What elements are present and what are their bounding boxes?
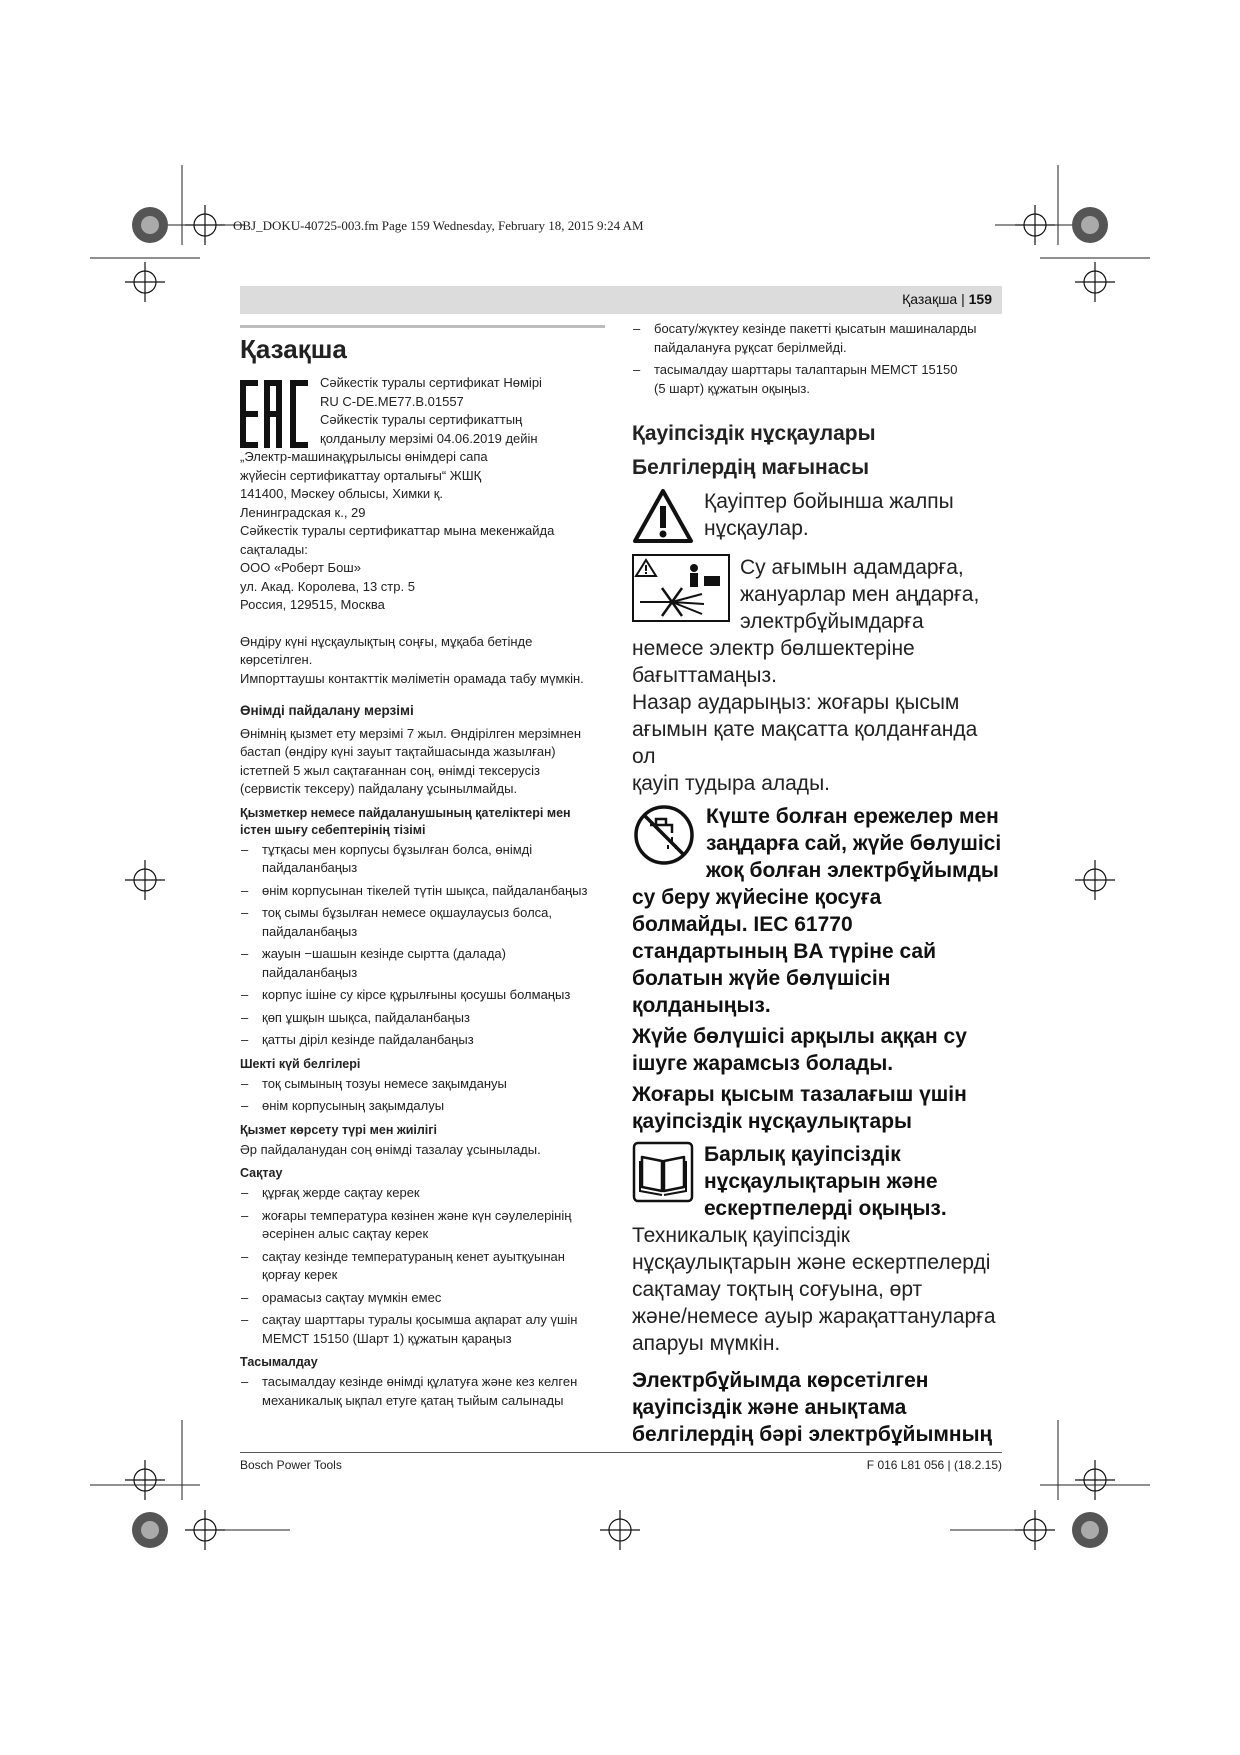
water-jet-warning-icon (632, 554, 730, 622)
list-item: – орамасыз сақтау мүмкін емес (240, 1289, 605, 1308)
general-warning-text: Қауіптер бойынша жалпы нұсқаулар. (704, 490, 954, 540)
cert-org-line: Сәйкестік туралы сертификаттар мына мекенжайда (240, 523, 555, 538)
list-item: – өнім корпусының зақымдалуы (240, 1097, 605, 1116)
list-item: – тасымалдау кезінде өнімді құлатуға және кез келген механикалық ықпал етуге қатаң тыйым салынады (240, 1373, 605, 1410)
list-item: – тасымалдау шарттары талаптарын МЕМСТ 15150 (5 шарт) құжатын оқыңыз. (632, 361, 1004, 398)
list-item: – қөп ұшқын шықса, пайдаланбаңыз (240, 1009, 605, 1028)
list-item: – сақтау кезінде температураның кенет ауытқуынан қорғау керек (240, 1248, 605, 1285)
cert-org-line: Россия, 129515, Москва (240, 597, 385, 612)
usage-line: (сервистік тексеру) пайдалану ұсынылмайды. (240, 781, 518, 796)
print-header: OBJ_DOKU-40725-003.fm Page 159 Wednesday, February 18, 2015 9:24 AM (233, 218, 644, 233)
transport-list (240, 1373, 605, 1410)
cert-line: RU C-DE.ME77.B.01557 (320, 393, 464, 409)
list-item: – жауын −шашын кезінде сыртта (далада) пайдаланбаңыз (240, 945, 605, 982)
cert-line: Сәйкестік туралы сертификат Нөмірі (320, 375, 542, 390)
safety-heading: Қауіпсіздік нұсқаулары (632, 422, 876, 445)
read-manual-row (632, 1141, 1004, 1222)
left-column (240, 330, 605, 1414)
hp-cleaner-heading: Жоғары қысым тазалағыш үшін қауіпсіздік нұсқаулықтары (632, 1083, 967, 1133)
cert-org-line: 141400, Мәскеу облысы, Химки қ. (240, 486, 444, 501)
cert-org-line: Ленинградская к., 29 (240, 504, 366, 520)
list-item: – құрғақ жерде сақтау керек (240, 1184, 605, 1203)
read-consequence: Техникалық қауіпсіздік нұсқаулықтарын және ескертпелерді сақтамау тоқтың соғуына, өрт және/немесе ауыр жарақаттануларға апаруы мүмкін. (632, 1224, 996, 1355)
footer-rule (240, 1452, 1002, 1453)
transport-heading: Тасымалдау (240, 1355, 318, 1369)
cert-line: қолданылу мерзімі 04.06.2019 дейін (320, 430, 538, 446)
final-paragraph: Электрбұйымда көрсетілген қауіпсіздік және анықтама белгілердің бәрі электрбұйымның (632, 1369, 993, 1446)
no-water-connection-icon (632, 803, 696, 867)
page-number: 159 (968, 291, 992, 307)
page-title: Қазақша (240, 334, 347, 364)
page-header-band (240, 286, 1002, 314)
cert-org-line: сақталады: (240, 541, 308, 557)
right-column (632, 320, 1004, 1448)
usage-line: істетпей 5 жыл сақтағаннан соң, өнімді тексерусіз (240, 762, 540, 778)
list-item: – жоғары температура көзінен және күн сәулелерінің әсерінен алыс сақтау керек (240, 1207, 605, 1244)
list-item: – тұтқасы мен корпусы бұзылған болса, өнімді пайдаланбаңыз (240, 841, 605, 878)
list-item: – сақтау шарттары туралы қосымша ақпарат алу үшін МЕМСТ 15150 (Шарт 1) құжатын қараңыз (240, 1311, 605, 1348)
eac-logo-icon (240, 380, 310, 448)
cert-org-line: ул. Акад. Королева, 13 стр. 5 (240, 578, 415, 594)
header-separator: | (961, 291, 965, 307)
errors-list (240, 841, 605, 1050)
no-connect-text: Күште болған ережелер мен заңдарға сай, жүйе бөлушісі жоқ болған электрбұйымды (706, 805, 1002, 882)
cert-org-line: жүйесін сертификаттау орталығы“ ЖШҚ (240, 467, 482, 483)
drinking-water-warning: Жүйе бөлүшісі арқылы аққан су ішуге жарамсыз болады. (632, 1025, 967, 1075)
read-manual-icon (632, 1141, 694, 1203)
usage-line: бастап (өндіру күні зауыт тақтайшасында жазылған) (240, 744, 556, 759)
read-manual-text: Барлық қауіпсіздік нұсқаулықтарын және ескертпелерді оқыңыз. (704, 1143, 947, 1220)
errors-heading: Қызметкер немесе пайдаланушының қателіктері мен істен шығу себептерінің тізімі (240, 805, 571, 837)
service-heading: Қызмет көрсету түрі мен жиілігі (240, 1122, 437, 1137)
list-item: – өнім корпусынан тікелей түтін шықса, пайдаланбаңыз (240, 882, 605, 901)
water-jet-text: Су ағымын адамдарға, жануарлар мен аңдарға, электрбұйымдарға (740, 556, 980, 633)
usage-heading: Өнімді пайдалану мерзімі (240, 703, 414, 718)
usage-line: Өнімнің қызмет ету мерзімі 7 жыл. Өндірілген мерзімнен (240, 725, 582, 741)
storage-list (240, 1184, 605, 1348)
header-language: Қазақша (902, 291, 958, 307)
transport-continued-list (632, 320, 1004, 398)
water-jet-continued: немесе электр бөлшектеріне бағыттамаңыз. (632, 637, 915, 687)
footer-doc-code: F 016 L81 056 | (18.2.15) (866, 1458, 1002, 1472)
symbols-heading: Белгілердің мағынасы (632, 456, 870, 479)
page-header-label (902, 291, 992, 307)
pressure-warning: Назар аударыңыз: жоғары қысым ағымын қате мақсатта қолданғанда ол қауіп тудыра алады. (632, 691, 978, 795)
cert-org-line: „Электр-машинақұрылысы өнімдері сапа (240, 449, 488, 464)
cert-line: Сәйкестік туралы сертификаттың (320, 412, 523, 427)
list-item: – корпус ішіне су кірсе құрылғыны қосушы болмаңыз (240, 986, 605, 1005)
production-line: Өндіру күні нұсқаулықтың соңғы, мұқаба бетінде (240, 633, 533, 649)
list-item: – қатты діріл кезінде пайдаланбаңыз (240, 1031, 605, 1050)
list-item: – тоқ сымы бұзылған немесе оқшаулаусыз болса, пайдаланбаңыз (240, 904, 605, 941)
section-rule (240, 325, 605, 328)
general-warning-row (632, 488, 1004, 544)
service-text: Әр пайдаланудан соң өнімді тазалау ұсынылады. (240, 1141, 541, 1157)
limit-list (240, 1075, 605, 1116)
production-line: көрсетілген. (240, 652, 313, 667)
certificate-text (320, 374, 605, 448)
list-item: – босату/жүктеу кезінде пакетті қысатын машиналарды пайдалануға рұқсат берілмейді. (632, 320, 1004, 357)
storage-heading: Сақтау (240, 1166, 283, 1180)
cert-org-line: ООО «Роберт Бош» (240, 560, 361, 575)
no-connect-row (632, 803, 1004, 884)
no-connect-continued: су беру жүйесіне қосуға болмайды. IEC 61770 стандартының BA түріне сай болатын жүйе бөлүшісін қолданыңыз. (632, 886, 936, 1017)
production-line: Импорттаушы контакттік мәліметін орамада табу мүмкін. (240, 670, 584, 686)
footer-brand: Bosch Power Tools (240, 1458, 342, 1472)
certificate-block (240, 374, 605, 448)
warning-triangle-icon (632, 488, 694, 544)
limit-heading: Шекті күй белгілері (240, 1056, 361, 1071)
water-jet-row (632, 554, 1004, 635)
list-item: – тоқ сымының тозуы немесе зақымдануы (240, 1075, 605, 1094)
